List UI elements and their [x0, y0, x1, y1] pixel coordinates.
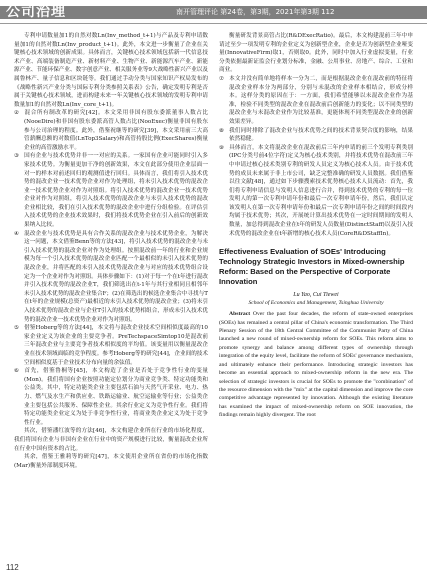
- body-paragraph: 衡量研发背景高管占比(R&DExecRatio)。最后，本文构建混前三年中申请过至少一项发明专利的企业定义为创新型企业，企业是否为创新型企业哑变量(InnovativeFirm)取1，否则取0。此外，同时中加入行业虚拟变量，行业分类依据最新证监会行业划分标准，金融、公用事业、房地产、综合、工业和商业。: [219, 33, 413, 74]
- section-title: 公司治理: [6, 4, 66, 20]
- body-paragraph: 其余，借鉴王雅莉等的研究[47]，本文使用企业所在省份的市场化指数(Mar)衡量外部制度环境。: [14, 454, 208, 469]
- abstract-label: Abstract: [229, 311, 253, 318]
- footnote-item: [219, 144, 413, 239]
- footnote-text: 混改企业与技术优势是具有合作关系的混改企业与技术优势企业，为解决这一问题，本文借鉴Benn等的方法[43]，将引入技术优势的混改企业与未引入技术优势的混改企业对作为处理组。按照混改前一年的行业和企业规模为每一个引入技术优势的混改企业匹配一个最相似的未引入技术优势的混改企业，并将匹配的未引入技术优势混改企业与对应的技术优势组合设定为一个企业对作为对照组。具体步骤如下：(1)对于每一个在t年进行混改并引入技术优势的混改企业T，我们筛选出在t-1年与其行业相同且相邻年未引入技术优势的混改企业集合F；(2)在筛选出的候选企业集合中寻找与T在t年的企业规模(总资产)最相近的未引入技术优势的混改企业；(3)将未引入技术优势的混改企业与企业T引入的技术优势相组合，形成未引入技术优势的混改企业一技术优势企业对作为对照组。: [24, 230, 208, 323]
- footnote-number: ⑧: [219, 127, 225, 134]
- english-abstract: [219, 310, 413, 419]
- footnote-text: 混合所有制改革的研究[42]。本文采用非国有股东委派董事人数占比(NooeDire)和非国有股东委派高管人数占比(NooExec)衡量非国有股东参与公司治理的程度。此外，借鉴祝继等的研究[39]，本文采用前三大高管薪酬总额的对数值(LnTop3Salary)和高管持股比例(ExecShares)衡量企业的高管激励水平。: [24, 110, 208, 151]
- footnote-text: 借鉴Hoberg等的方法[44]，本文将与混改企业技术空间相似度最高的10家企业定义为该企业的主要竞争者。PreTechspaceSimtop10是混改前三年混改企业与主要竞争者技术相似度的平均值。该变量用以衡量混改企业在技术领域面临的竞争程度。参考Hoberg等的研究[44]，企业间的技术空间相似度基于企业技术分布向量的余弦值。: [24, 325, 208, 366]
- footnote-number: ③: [14, 153, 20, 160]
- footnote-text: 本文并没有简单地将样本一分为二，而是根据混改企业在混改前的特征将混改企业样本分为两部分，分别与未混改的企业样本相结合，形成分样本。这样分类的原因在于：一方面，我们希望能够以未混改企业作为基准，检验不同类型的混改企业在混改前后创新能力的变化；以不同类型的混改企业与未混改企业作为比较基准，更能体现不同类型混改企业的创新效果差异。: [229, 75, 413, 125]
- footnote-item: [219, 75, 413, 127]
- footnote-number: ⑦: [219, 75, 225, 82]
- footnote-item: [14, 230, 208, 325]
- footnote-text: 具体而言，本文将混改企业在混改前后三年内申请的前三个发明专利类别(IPC分类号前4位字符)定义为核心技术类别，并将技术优势在混改前三年中申请过核心技术类别专利的研发人员定义为核心技术人员。由于技术优势的成员未来属于非上市公司，缺乏完整准确的研发人员数据。我们借鉴以往文献[48]，通过如下步骤搜索技术优势核心技术人员流动：首先，我们将专利申请信息与发明人信息进行合并，得到技术优势的专利的每一位发明人的第一次专利申请年份和最后一次专利申请年份，然后，我们认定该发明人在第一次专利申请年份和最后一次专利申请年份之间的时间段内均属于技术优势；其次，开展统计算出技术优势在一定时间期间的发明人数量，加总得到混改企业在t年的研发人员数量(DistinctStaff)以及引入技术优势的混改企业在t年新增的核心技术人员(CoreR&DStaffIn)。: [229, 144, 413, 237]
- footnote-text: 我们同时排除了混改企业与技术优势之间的技术背景契合度的影响，结果依然稳健。: [229, 127, 413, 143]
- abstract-text: Over the past four decades, the reform of state-owned enterprises (SOEs) has remained a central pillar of China's economic transformation. The Third Plenary Session of the 18th Central Committee of the Communist Party of China launched a new round of mixed-ownership reform for SOEs. This reform aims to promote synergy and balance among different types of ownership through integration of the equity level, facilitate the reform of SOEs' governance mechanism, and ultimately enhance their performance. Introducing strategic investors has become an essential approach to mixed-ownership reform in the new era. The selection of strategic investors is crucial for SOEs to promote the "combination" of the resource dimension with the "mix" at the capital dimension and improve the core competitive advantage represented by innovation. Although the existing literature has examined the impact of mixed-ownership reform on SOE innovation, the findings remain highly divergent. The root: [219, 311, 413, 419]
- footnote-text: 国有企业与技术优势并非一一对应的关系。一家国有企业可能同时引入多家技术优势。为衡量更加干净的创新效果，本文在此部分使用企业层面一对一的样本对前述回归的观测值进行回归。具体而言，我们将引入技术优势的混改企业一技术优势企业对作为处理组，将未引入技术优势的混改企业一技术优势企业对作为对照组。将引入技术优势的混改企业一技术优势企业对作为对照组，将引入技术优势的混改企业与未引入技术优势的混改企业相比较，我们在引入技术优势的混改企业中进行分组检验。在评估引入技术优势的企业技术效果时，我们将技术优势企业在引入前后的创新效果纳入比较。: [24, 153, 208, 229]
- footnote-number: ⑥: [14, 368, 20, 375]
- footnote-item: [14, 152, 208, 229]
- footnote-item: [14, 324, 208, 367]
- body-paragraph: 其次，借鉴潘红波等的方法[46]，本文构建企业所在行业的市场化程度，我们将国有企业与非国有企业在行业中的资产规模进行比较，衡量混改企业所在行业中国有资本的占比。: [14, 428, 208, 452]
- page-number: 112: [6, 563, 19, 572]
- footnote-text: 首先，借鉴鲁桐等[45]，本文构造了企业是否处于竞争性行业的变量(Mon)。我们将国有企业按照功能定位划分为商业竞争类、特定功能类和公益类。其中，特定功能类企业主要包括石油与天然气开采业、电力、热力、燃气及水生产和供应业、铁路运输业、航空运输业等行业；公益类企业主要包括公共服务、保障性企业。其余行业定义为竞争性行业。我们将特定功能类企业定义为处于非竞争性行业，将商业类企业定义为处于竞争性行业。: [24, 368, 208, 426]
- right-column: [219, 32, 413, 554]
- english-authors: Lu Yao, Cui Tiewei: [293, 292, 339, 299]
- english-title: Effectiveness Evaluation of SOEs' Introducing Technology Strategic Investors in Mixed-ownership Reform: Based on the Perspective of Corporate Innovation: [219, 247, 405, 287]
- footnote-number: ⑨: [219, 144, 225, 151]
- left-column: [14, 32, 208, 554]
- header-rule: [0, 23, 427, 24]
- footnote-number: ⑤: [14, 325, 20, 332]
- footnote-item: [219, 127, 413, 144]
- page-header: [0, 0, 427, 30]
- english-affiliation: School of Economics and Management, Tsinghua University: [248, 300, 384, 307]
- journal-info: 南开管理评论 第24卷，第3期，2021年第3期 112: [176, 8, 335, 16]
- footnote-number: ②: [14, 110, 20, 117]
- footnote-item: [14, 367, 208, 427]
- footnote-number: ④: [14, 230, 20, 237]
- footnote-item: [14, 109, 208, 152]
- body-paragraph: 专利申请数量加1的自然对数Ln(Inv_method_t+1)与产品及专利申请数量加1的自然对数Ln(Inv_product_t+1)。此外，本文进一步衡量了企业在关键核心技术领域的创新成果。具体而言，关键核心技术领域包括新一代信息技术产业、高端装备制造产业、新材料产业、生物产业、新能源汽车产业、新能源产业、节能环保产业、数字创意产业、相关服务业等9大战略性新兴产业以及属鲁林产、量子信息和区块链等。我们通过手动分类与国家知识产权局发布的《战略性新兴产业分类与国际专利分类参照关系表》公告，确定发明专利是否属于关键核心技术领域，进而构建未来一年关键核心技术领域的发明专利申请数量加1的自然对数Ln(Inv_core_t+1)。: [14, 33, 208, 108]
